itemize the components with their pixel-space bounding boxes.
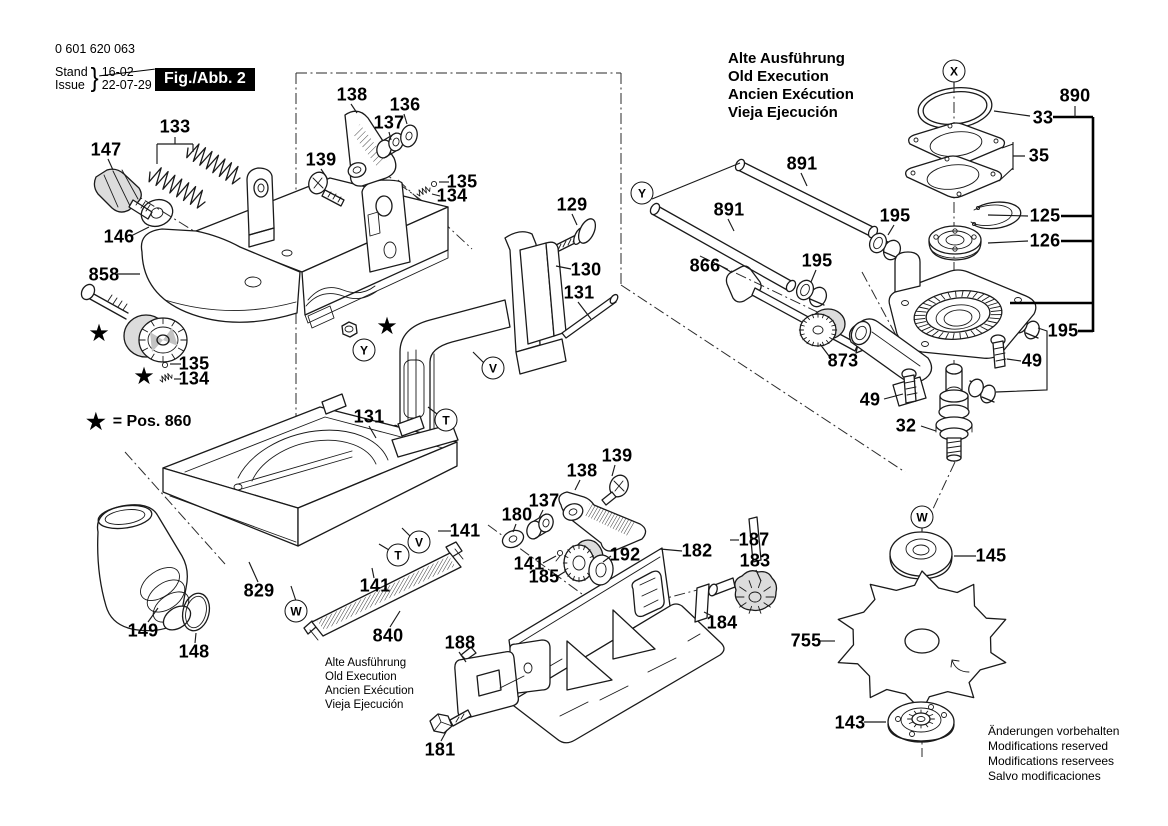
part-label-143: 143 [834,712,866,733]
part-label-148: 148 [178,641,210,662]
view-marker-T: T [435,409,458,432]
issue-label: Issue [55,78,85,92]
note-line: Modifications reservees [988,754,1115,768]
brace-glyph: } [90,63,99,94]
part-label-185: 185 [528,566,560,587]
note-line: Ancien Exécution [728,86,854,103]
note-line: Alte Ausführung [325,657,407,669]
part-label-136: 136 [389,94,421,115]
star-marker: ★ [88,320,110,347]
part-label-188: 188 [444,632,476,653]
view-marker-Y: Y [631,182,654,205]
note-line: Old Execution [325,671,397,683]
part-label-866: 866 [689,255,721,276]
view-marker-T: T [387,544,410,567]
part-label-149: 149 [127,620,159,641]
part-label-180: 180 [501,504,533,525]
part-label-840: 840 [372,625,404,646]
part-label-755: 755 [790,630,822,651]
part-label-145: 145 [975,545,1007,566]
part-label-139: 139 [305,149,337,170]
view-marker-W: W [911,506,934,529]
part-label-138: 138 [336,84,368,105]
part-label-131: 131 [563,282,595,303]
part-label-184: 184 [706,612,738,633]
note-line: Alte Ausführung [728,50,845,67]
part-label-49: 49 [859,389,881,410]
part-label-138: 138 [566,460,598,481]
part-label-891: 891 [786,153,818,174]
star-legend-text: = Pos. 860 [112,413,192,430]
view-marker-V: V [482,357,505,380]
star-marker: ★ [376,313,398,340]
part-label-129: 129 [556,194,588,215]
part-label-134: 134 [178,368,210,389]
view-marker-X: X [943,60,966,83]
note-line: Änderungen vorbehalten [988,724,1120,738]
note-line: Ancien Exécution [325,685,414,697]
stand-date: 16-02 [102,66,152,79]
part-label-195: 195 [1047,320,1079,341]
part-label-133: 133 [159,116,191,137]
note-line: Modifications reserved [988,739,1109,753]
part-label-187: 187 [738,529,770,550]
part-label-891: 891 [713,199,745,220]
part-label-130: 130 [570,259,602,280]
part-label-35: 35 [1028,145,1050,166]
part-label-829: 829 [243,580,275,601]
part-label-858: 858 [88,264,120,285]
part-label-33: 33 [1032,107,1054,128]
part-label-126: 126 [1029,230,1061,251]
part-label-32: 32 [895,415,917,436]
part-label-181: 181 [424,739,456,760]
view-marker-V: V [408,531,431,554]
part-label-131: 131 [353,406,385,427]
part-label-182: 182 [681,540,713,561]
part-label-134: 134 [436,185,468,206]
part-label-890: 890 [1059,85,1091,106]
part-label-139: 139 [601,445,633,466]
star-icon: ★ [86,409,106,434]
part-label-141: 141 [359,575,391,596]
part-label-141: 141 [513,553,545,574]
part-label-49: 49 [1021,350,1043,371]
note-line: Old Execution [728,68,829,85]
part-label-147: 147 [90,139,122,160]
note-line: Vieja Ejecución [325,699,404,711]
part-label-125: 125 [1029,205,1061,226]
figure-label: Fig./Abb. 2 [155,68,255,91]
part-label-146: 146 [103,226,135,247]
issue-date: 22-07-29 [101,78,152,92]
part-label-135: 135 [178,353,210,374]
part-label-135: 135 [446,171,478,192]
part-label-192: 192 [609,544,641,565]
part-label-195: 195 [879,205,911,226]
part-label-141: 141 [449,520,481,541]
part-label-183: 183 [739,550,771,571]
view-marker-W: W [285,600,308,623]
part-label-873: 873 [827,350,859,371]
part-number: 0 601 620 063 [55,42,135,56]
view-marker-Y: Y [353,339,376,362]
note-line: Salvo modificaciones [988,769,1101,783]
star-marker: ★ [133,363,155,390]
part-label-137: 137 [528,490,560,511]
part-label-137: 137 [373,112,405,133]
note-line: Vieja Ejecución [728,104,838,121]
stand-label: Stand [55,65,88,79]
part-label-195: 195 [801,250,833,271]
